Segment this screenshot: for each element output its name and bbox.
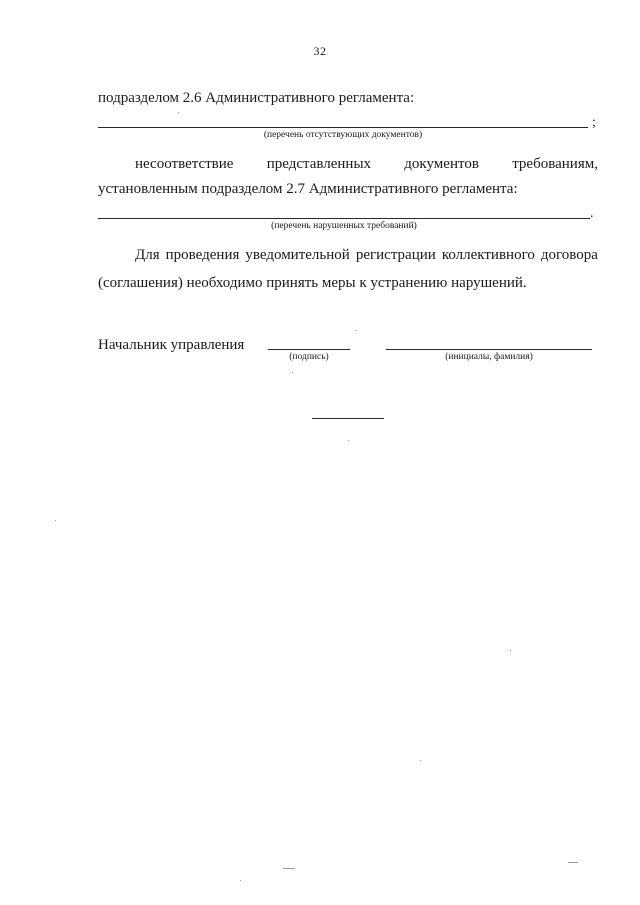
mismatch-word: несоответствие <box>135 156 234 172</box>
paragraph-word: коллективного <box>441 247 535 263</box>
page-number: 32 <box>313 44 327 58</box>
scan-speck <box>348 440 349 441</box>
scan-speck <box>355 330 356 331</box>
end-separator <box>312 418 384 419</box>
signature-caption: (подпись) <box>289 352 329 362</box>
violations-period: . <box>590 206 594 221</box>
mismatch-word: требованиям, <box>512 156 598 172</box>
violations-caption: (перечень нарушенных требований) <box>271 221 417 231</box>
intro-line: подразделом 2.6 Административного регламента: <box>98 90 415 106</box>
paragraph-word: регистрации <box>355 247 436 263</box>
scan-speck <box>568 862 578 863</box>
scan-speck <box>240 880 241 881</box>
paragraph-word: Для <box>135 247 160 263</box>
scan-speck <box>292 372 293 373</box>
requirements-line: установленным подразделом 2.7 Административного регламента: <box>98 181 518 197</box>
name-caption: (инициалы, фамилия) <box>445 352 533 362</box>
paragraph-line-1 <box>98 246 598 264</box>
paragraph-word: договора <box>540 247 598 263</box>
missing-docs-semicolon: ; <box>592 115 596 130</box>
paragraph-line-2: (соглашения) необходимо принять меры к устранению нарушений. <box>98 275 527 291</box>
mismatch-line <box>98 155 598 173</box>
mismatch-word: документов <box>404 156 479 172</box>
scan-speck <box>420 760 421 761</box>
scan-speck <box>510 650 511 651</box>
name-line <box>386 349 592 350</box>
paragraph-word: уведомительной <box>245 247 350 263</box>
violations-line <box>98 218 590 219</box>
paragraph-word: проведения <box>165 247 240 263</box>
missing-docs-line <box>98 127 588 128</box>
scan-speck <box>283 868 295 869</box>
missing-docs-caption: (перечень отсутствующих документов) <box>263 130 423 140</box>
scan-speck <box>178 112 179 113</box>
scan-speck <box>55 520 56 521</box>
signature-line <box>268 349 350 350</box>
mismatch-word: представленных <box>266 156 372 172</box>
position-title: Начальник управления <box>98 337 245 353</box>
